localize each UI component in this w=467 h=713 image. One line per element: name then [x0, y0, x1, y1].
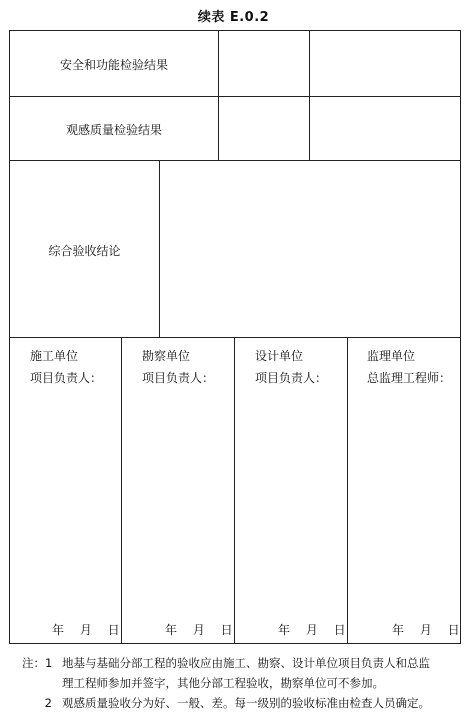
appearance-result-cell-2[interactable]: [310, 97, 459, 159]
signature-date: 年 月 日: [278, 623, 346, 637]
unit-name: 勘察单位: [142, 349, 191, 363]
overall-conclusion-label: 综合验收结论: [48, 244, 121, 258]
conclusion-cell[interactable]: [160, 161, 459, 336]
column-divider: [234, 337, 235, 643]
unit-name: 监理单位: [367, 349, 416, 363]
responsible-role: 项目负责人：: [30, 371, 103, 385]
signature-construction: [30, 345, 102, 389]
note-2: [22, 693, 462, 713]
column-divider: [121, 337, 122, 643]
responsible-role: 项目负责人：: [255, 371, 328, 385]
note-1-line-1: 地基与基础分部工程的验收应由施工、勘察、设计单位项目负责人和总监: [62, 656, 430, 670]
note-1: [22, 653, 462, 673]
table-notes: [22, 653, 462, 713]
note-2-prefix: 2: [44, 696, 52, 710]
signature-date: 年 月 日: [392, 623, 460, 637]
signature-date: 年 月 日: [165, 623, 233, 637]
signature-design: [255, 345, 327, 389]
row-divider: [10, 337, 460, 338]
safety-function-result-label: 安全和功能检验结果: [59, 58, 168, 72]
responsible-role: 项目负责人：: [142, 371, 215, 385]
unit-name: 施工单位: [30, 349, 79, 363]
safety-result-cell-2[interactable]: [310, 31, 459, 95]
note-2-text: 观感质量验收分为好、一般、差。每一级别的验收标准由检查人员确定。: [62, 696, 430, 710]
appearance-result-cell-1[interactable]: [219, 97, 308, 159]
signature-supervision: [367, 345, 451, 389]
unit-name: 设计单位: [255, 349, 304, 363]
note-1-line-2: 理工程师参加并签字，其他分部工程验收，勘察单位可不参加。: [62, 676, 384, 690]
column-divider: [347, 337, 348, 643]
note-1-cont: [22, 673, 462, 693]
appearance-quality-result-label: 观感质量检验结果: [65, 123, 162, 137]
safety-result-cell-1[interactable]: [219, 31, 308, 95]
note-prefix: 注：1: [22, 656, 53, 670]
responsible-role: 总监理工程师：: [367, 371, 452, 385]
acceptance-table: [9, 30, 461, 644]
signature-survey: [142, 345, 214, 389]
signature-date: 年 月 日: [52, 623, 120, 637]
table-title: 续表 E.0.2: [197, 10, 270, 25]
